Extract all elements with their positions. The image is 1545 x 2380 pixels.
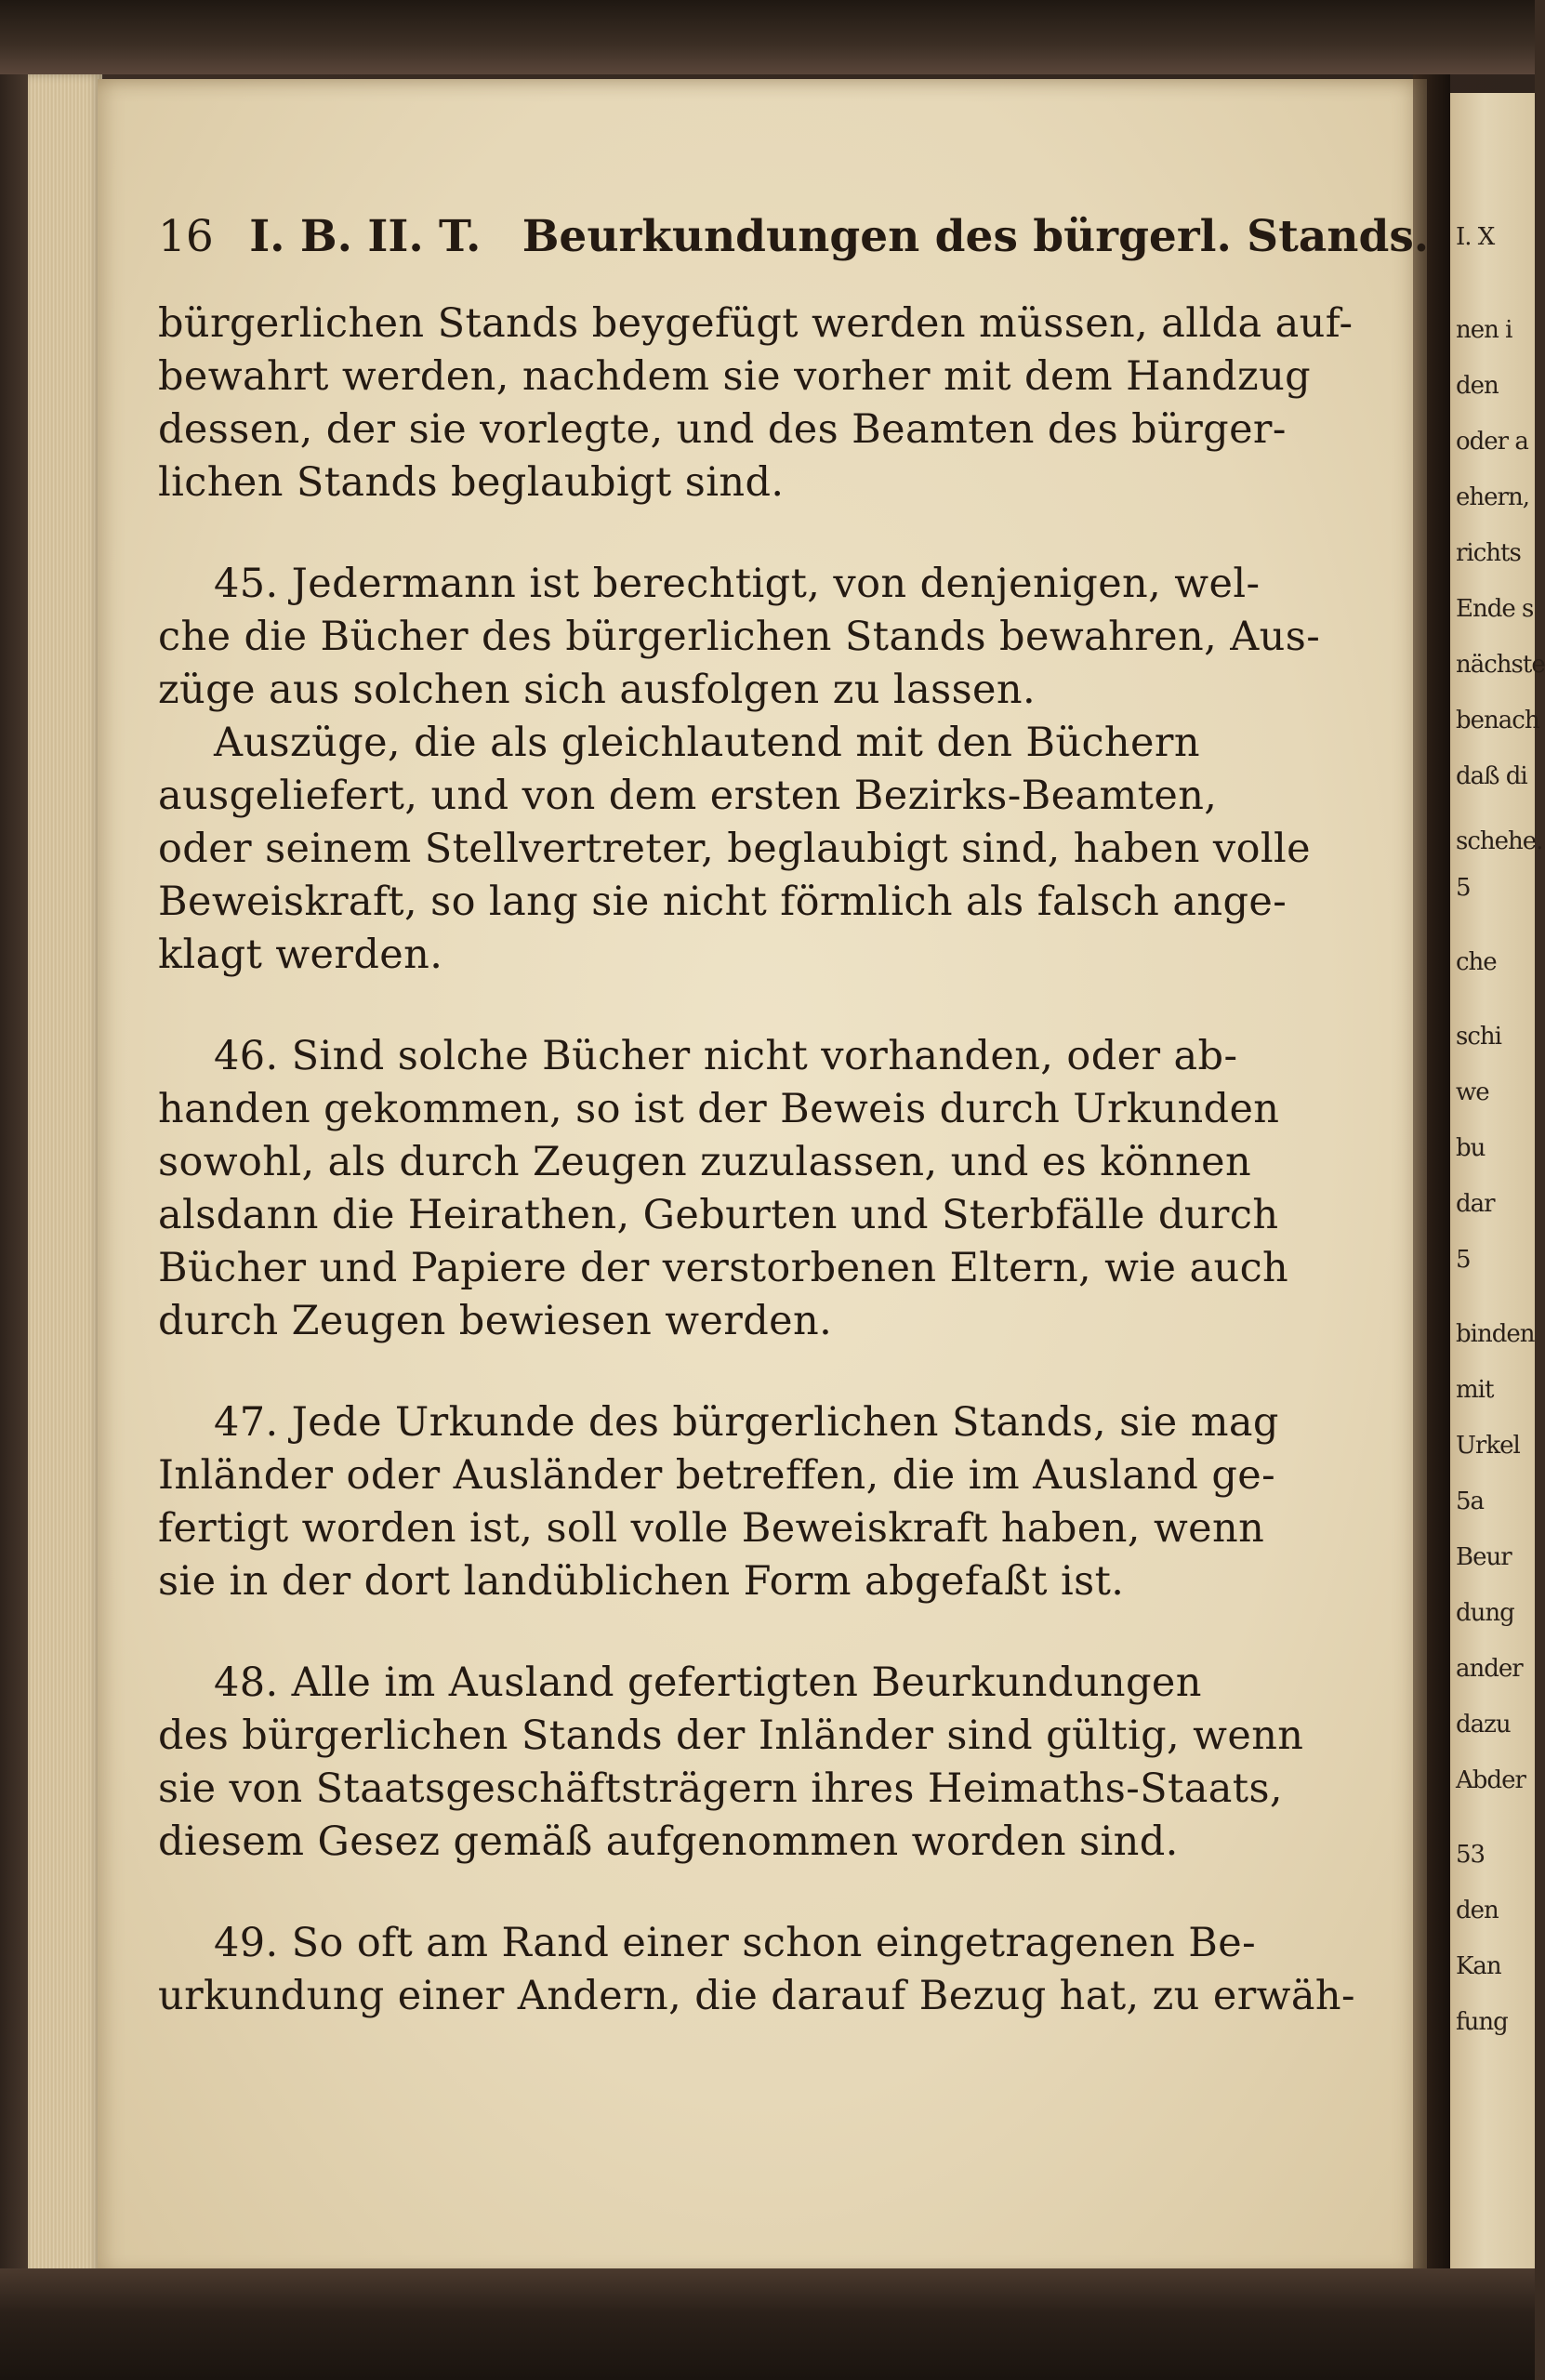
adjacent-page-fragment: mit [1456, 1376, 1494, 1404]
text-line: Beweiskraft, so lang sie nicht förmlich als falsch ange- [158, 879, 1288, 925]
section-label: I. B. II. T. [249, 211, 482, 262]
text-line: klagt werden. [158, 932, 443, 978]
adjacent-page-fragment: Abder [1456, 1766, 1525, 1794]
text-line: 49. So oft am Rand einer schon eingetragenen Be- [214, 1920, 1257, 1966]
adjacent-page-fragment: schi [1456, 1023, 1501, 1051]
text-line: sie von Staatsgeschäftsträgern ihres Heimaths-Staats, [158, 1765, 1283, 1812]
paragraph-47 [158, 1396, 1367, 1608]
text-line: bewahrt werden, nachdem sie vorher mit dem Handzug [158, 353, 1312, 400]
adjacent-page-fragment: den [1456, 372, 1499, 400]
adjacent-page-fragment: ehern, [1456, 483, 1529, 511]
text-line: 46. Sind solche Bücher nicht vorhanden, oder ab- [214, 1033, 1238, 1079]
adjacent-page-fragment: 5a [1456, 1488, 1485, 1515]
text-line: ausgeliefert, und von dem ersten Bezirks-Beamten, [158, 773, 1218, 819]
text-line: 45. Jedermann ist berechtigt, von denjenigen, wel- [214, 561, 1261, 607]
adjacent-page-fragment: Beur [1456, 1543, 1512, 1571]
book-cover-bottom [0, 2268, 1535, 2380]
text-line: fertigt worden ist, soll volle Beweiskraft haben, wenn [158, 1505, 1265, 1552]
paragraph-45-continued [158, 717, 1367, 982]
text-line: dessen, der sie vorlegte, und des Beamten des bürger- [158, 406, 1287, 453]
adjacent-page-fragment: Kan [1456, 1952, 1501, 1980]
text-line: 48. Alle im Ausland gefertigten Beurkundungen [214, 1659, 1202, 1706]
text-line: durch Zeugen bewiesen werden. [158, 1298, 833, 1344]
adjacent-page-fragment: 5 [1456, 874, 1471, 902]
paragraph-45 [158, 558, 1367, 717]
paragraph-49 [158, 1917, 1367, 2023]
book-gutter [1413, 74, 1450, 2287]
page-text [158, 205, 1430, 2023]
adjacent-page-fragment: we [1456, 1078, 1489, 1106]
adjacent-page-fragment: nächste [1456, 651, 1545, 679]
text-line: sowohl, als durch Zeugen zuzulassen, und es können [158, 1139, 1252, 1185]
text-line: sie in der dort landüblichen Form abgefaßt ist. [158, 1558, 1125, 1605]
paragraph-48 [158, 1657, 1367, 1869]
adjacent-page-fragment: che [1456, 948, 1497, 976]
adjacent-page [1450, 93, 1545, 2278]
adjacent-page-fragment: bu [1456, 1134, 1486, 1162]
adjacent-page-fragment: schehe. [1456, 827, 1543, 855]
adjacent-page-fragment: dar [1456, 1190, 1495, 1218]
text-line: Inländer oder Ausländer betreffen, die im Ausland ge- [158, 1452, 1276, 1499]
adjacent-page-fragment: 5 [1456, 1246, 1471, 1274]
adjacent-page-fragment: 53 [1456, 1841, 1486, 1869]
header-title: Beurkundungen des bürgerl. Stands. [522, 211, 1430, 262]
text-line: Auszüge, die als gleichlautend mit den Büchern [214, 720, 1200, 766]
text-line: alsdann die Heirathen, Geburten und Sterbfälle durch [158, 1192, 1279, 1238]
adjacent-page-fragment: oder a [1456, 428, 1528, 456]
adjacent-page-fragment: daß di [1456, 762, 1527, 790]
page-edges [28, 74, 102, 2287]
adjacent-page-fragment: richts [1456, 539, 1521, 567]
adjacent-page-fragment: Urkel [1456, 1432, 1520, 1460]
text-line: oder seinem Stellvertreter, beglaubigt sind, haben volle [158, 826, 1312, 872]
text-line: des bürgerlichen Stands der Inländer sind gültig, wenn [158, 1712, 1304, 1759]
adjacent-page-fragment: binden [1456, 1320, 1535, 1348]
paragraph-intro [158, 298, 1367, 509]
page-number: 16 [158, 211, 214, 262]
text-line: handen gekommen, so ist der Beweis durch Urkunden [158, 1086, 1280, 1132]
text-line: lichen Stands beglaubigt sind. [158, 459, 785, 506]
adjacent-page-fragment: I. X [1456, 223, 1495, 251]
adjacent-page-fragment: benach [1456, 707, 1539, 734]
text-line: bürgerlichen Stands beygefügt werden müssen, allda auf- [158, 300, 1354, 347]
adjacent-page-fragment: Ende s [1456, 595, 1534, 623]
adjacent-page-fragment: fung [1456, 2008, 1508, 2036]
running-header [158, 205, 1430, 298]
adjacent-page-fragment: nen i [1456, 316, 1512, 344]
adjacent-page-fragment: dung [1456, 1599, 1514, 1627]
paragraph-46 [158, 1030, 1367, 1348]
text-line: Bücher und Papiere der verstorbenen Eltern, wie auch [158, 1245, 1289, 1291]
text-line: züge aus solchen sich ausfolgen zu lassen. [158, 667, 1037, 713]
text-line: urkundung einer Andern, die darauf Bezug hat, zu erwäh- [158, 1973, 1355, 2019]
adjacent-page-fragment: dazu [1456, 1711, 1511, 1739]
adjacent-page-fragment: den [1456, 1897, 1499, 1924]
adjacent-page-fragment: ander [1456, 1655, 1523, 1683]
text-line: che die Bücher des bürgerlichen Stands bewahren, Aus- [158, 614, 1321, 660]
book-cover-top [0, 0, 1535, 74]
text-line: 47. Jede Urkunde des bürgerlichen Stands, sie mag [214, 1399, 1279, 1446]
text-line: diesem Gesez gemäß aufgenommen worden sind. [158, 1818, 1179, 1865]
